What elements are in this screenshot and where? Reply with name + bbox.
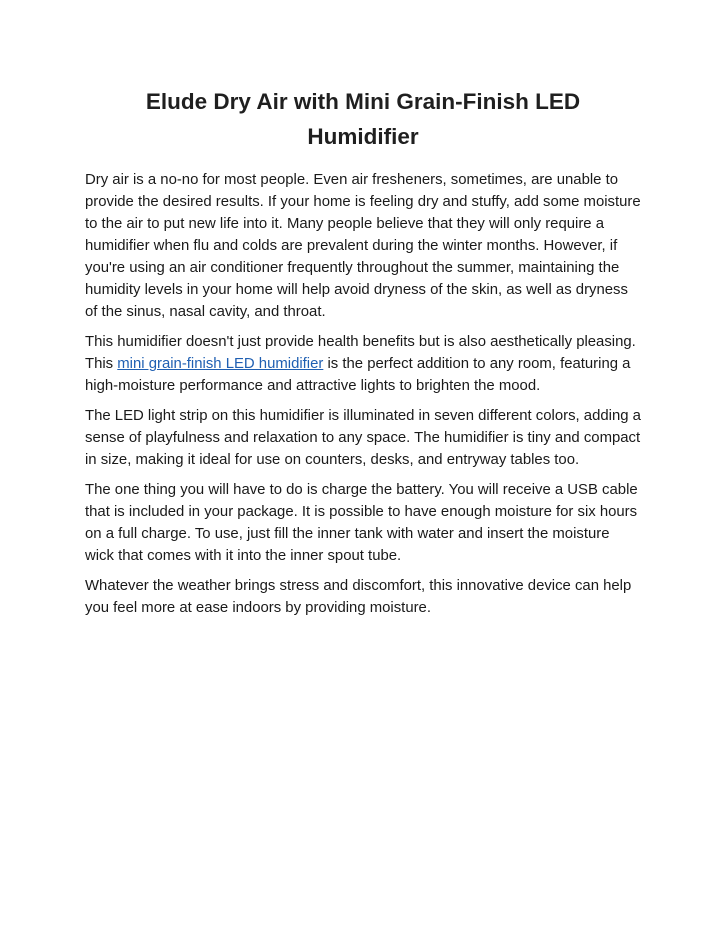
- paragraph-battery: The one thing you will have to do is charge the battery. You will receive a USB cable that is included in your package. It is possible to have enough moisture for six hours on a full charge. To use, just fill the inner tank with water and insert the moisture wick that comes with it into the inner spout tube.: [85, 482, 638, 564]
- paragraph-led-lights: The LED light strip on this humidifier is illuminated in seven different colors, adding a sense of playfulness and relaxation to any space. The humidifier is tiny and compact in size, making it ideal for use on counters, desks, and entryway tables too.: [85, 408, 641, 468]
- paragraph-benefits-text-after: is the perfect addition to any room, featuring a high-moisture performance and attractive lights to brighten the mood.: [85, 356, 631, 394]
- paragraph-conclusion: Whatever the weather brings stress and discomfort, this innovative device can help you feel more at ease indoors by providing moisture.: [85, 578, 632, 616]
- paragraph-benefits-text-before: This humidifier doesn't just provide health benefits but is also aesthetically pleasing. This: [85, 334, 636, 372]
- document-page: [85, 84, 641, 627]
- document-title: Elude Dry Air with Mini Grain-Finish LED Humidifier: [145, 89, 581, 149]
- humidifier-product-link[interactable]: mini grain-finish LED humidifier: [117, 356, 324, 372]
- paragraph-intro: Dry air is a no-no for most people. Even air fresheners, sometimes, are unable to provide the desired results. If your home is feeling dry and stuffy, add some moisture to the air to put new life into it. Many people believe that they will only require a humidifier when flu and colds are prevalent during the winter months. However, if you're using an air conditioner frequently throughout the summer, maintaining the humidity levels in your home will help avoid dryness of the skin, as well as dryness of the sinus, nasal cavity, and throat.: [85, 172, 641, 320]
- paragraph-benefits: [85, 331, 641, 397]
